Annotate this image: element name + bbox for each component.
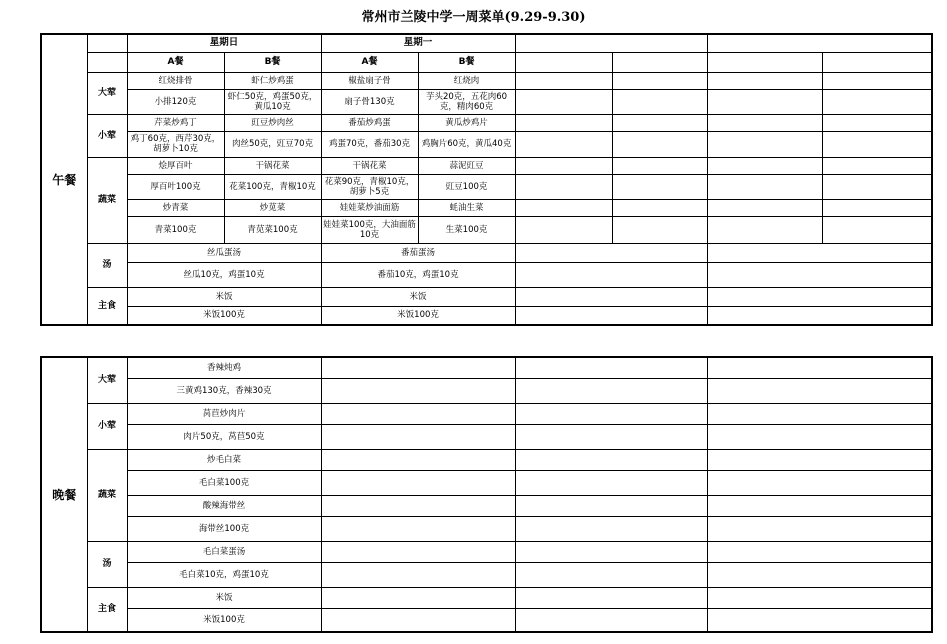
empty-cell (321, 608, 515, 632)
category-vegetable: 蔬菜 (87, 449, 127, 541)
table-row (41, 357, 932, 378)
table-row (41, 516, 932, 541)
category-vegetable: 蔬菜 (87, 157, 127, 243)
empty-cell (515, 174, 612, 199)
empty-cell (707, 306, 932, 325)
dish-ingredients: 米饭100克 (321, 306, 515, 325)
empty-cell (822, 52, 932, 72)
table-row (41, 89, 932, 114)
empty-cell (515, 516, 707, 541)
dish-name: 烩厚百叶 (127, 157, 224, 174)
dish-ingredients: 厚百叶100克 (127, 174, 224, 199)
dish-ingredients: 丝瓜10克，鸡蛋10克 (127, 262, 321, 287)
dish-ingredients: 虾仁50克，鸡蛋50克，黄瓜10克 (224, 89, 321, 114)
page-title: 常州市兰陵中学一周菜单(9.29-9.30) (361, 10, 586, 25)
ab-header: A餐 (321, 52, 418, 72)
empty-cell (321, 449, 515, 470)
dinner-menu-table (40, 356, 933, 633)
corner-cell (87, 34, 127, 52)
table-row (41, 216, 932, 243)
empty-cell (822, 89, 932, 114)
dish-name: 莴苣炒肉片 (127, 403, 321, 424)
dish-ingredients: 青苋菜100克 (224, 216, 321, 243)
table-row (41, 541, 932, 562)
empty-cell (822, 157, 932, 174)
dish-name: 炒毛白菜 (127, 449, 321, 470)
ab-header-row (41, 52, 932, 72)
corner-cell (87, 52, 127, 72)
empty-cell (707, 357, 932, 378)
empty-cell (612, 216, 707, 243)
day-header-row (41, 34, 932, 52)
dish-ingredients: 生菜100克 (418, 216, 515, 243)
empty-cell (707, 131, 822, 157)
empty-cell (707, 587, 932, 608)
empty-cell (515, 287, 707, 306)
empty-cell (707, 216, 822, 243)
table-row (41, 243, 932, 262)
empty-cell (515, 541, 707, 562)
dish-ingredients: 鸡蛋70克，番茄30克 (321, 131, 418, 157)
ab-header: A餐 (127, 52, 224, 72)
empty-cell (612, 199, 707, 216)
empty-cell (321, 470, 515, 495)
empty-cell (707, 403, 932, 424)
dish-name: 炒苋菜 (224, 199, 321, 216)
dish-ingredients: 番茄10克，鸡蛋10克 (321, 262, 515, 287)
empty-cell (707, 157, 822, 174)
dish-name: 芹菜炒鸡丁 (127, 114, 224, 131)
empty-cell (515, 262, 707, 287)
empty-cell (515, 114, 612, 131)
empty-cell (515, 306, 707, 325)
empty-cell (612, 52, 707, 72)
dish-ingredients: 娃娃菜100克，大油面筋10克 (321, 216, 418, 243)
empty-cell (515, 157, 612, 174)
empty-cell (515, 495, 707, 516)
empty-cell (515, 243, 707, 262)
empty-cell (822, 131, 932, 157)
dish-ingredients: 毛白菜10克，鸡蛋10克 (127, 562, 321, 587)
ab-header: B餐 (418, 52, 515, 72)
category-main-dish: 大荤 (87, 357, 127, 403)
dish-name: 酸辣海带丝 (127, 495, 321, 516)
empty-cell (612, 114, 707, 131)
empty-cell (515, 216, 612, 243)
category-staple: 主食 (87, 587, 127, 632)
empty-cell (612, 157, 707, 174)
empty-cell (822, 114, 932, 131)
dish-ingredients: 海带丝100克 (127, 516, 321, 541)
dish-ingredients: 花菜90克，青椒10克，胡萝卜5克 (321, 174, 418, 199)
empty-cell (707, 449, 932, 470)
empty-cell (321, 562, 515, 587)
dish-name: 娃娃菜炒油面筋 (321, 199, 418, 216)
dish-name: 干锅花菜 (224, 157, 321, 174)
empty-cell (707, 495, 932, 516)
dish-ingredients: 豇豆100克 (418, 174, 515, 199)
empty-cell (515, 52, 612, 72)
dish-ingredients: 米饭100克 (127, 608, 321, 632)
table-row (41, 378, 932, 403)
table-row (41, 72, 932, 89)
dish-name: 红烧排骨 (127, 72, 224, 89)
empty-cell (822, 174, 932, 199)
dish-ingredients: 肉丝50克，豇豆70克 (224, 131, 321, 157)
empty-cell (321, 516, 515, 541)
dish-name: 番茄蛋汤 (321, 243, 515, 262)
empty-cell (515, 562, 707, 587)
empty-cell (321, 587, 515, 608)
table-row (41, 562, 932, 587)
empty-cell (707, 470, 932, 495)
empty-cell (707, 287, 932, 306)
category-soup: 汤 (87, 243, 127, 287)
category-small-dish: 小荤 (87, 114, 127, 157)
empty-cell (612, 72, 707, 89)
day-header: 星期一 (321, 34, 515, 52)
dish-ingredients: 三黄鸡130克，香辣30克 (127, 378, 321, 403)
empty-cell (707, 378, 932, 403)
dish-name: 香辣炖鸡 (127, 357, 321, 378)
dish-ingredients: 芋头20克，五花肉60克，精肉60克 (418, 89, 515, 114)
empty-cell (321, 403, 515, 424)
table-row (41, 608, 932, 632)
table-row (41, 306, 932, 325)
meal-label-lunch: 午餐 (41, 34, 87, 325)
empty-cell (707, 72, 822, 89)
empty-cell (612, 131, 707, 157)
empty-day-header (707, 34, 932, 52)
empty-cell (707, 52, 822, 72)
dish-name: 豇豆炒肉丝 (224, 114, 321, 131)
empty-cell (707, 541, 932, 562)
dish-name: 蒜泥豇豆 (418, 157, 515, 174)
dish-ingredients: 扇子骨130克 (321, 89, 418, 114)
dish-name: 毛白菜蛋汤 (127, 541, 321, 562)
table-row (41, 424, 932, 449)
empty-cell (515, 199, 612, 216)
table-row (41, 449, 932, 470)
empty-day-header (515, 34, 707, 52)
dish-name: 干锅花菜 (321, 157, 418, 174)
dish-name: 炒青菜 (127, 199, 224, 216)
category-small-dish: 小荤 (87, 403, 127, 449)
empty-cell (707, 89, 822, 114)
dish-name: 椒盐扇子骨 (321, 72, 418, 89)
table-row (41, 287, 932, 306)
dish-ingredients: 肉片50克，莴苣50克 (127, 424, 321, 449)
dish-ingredients: 鸡丁60克，西芹30克，胡萝卜10克 (127, 131, 224, 157)
table-row (41, 174, 932, 199)
empty-cell (321, 541, 515, 562)
dish-ingredients: 花菜100克，青椒10克 (224, 174, 321, 199)
empty-cell (321, 495, 515, 516)
empty-cell (515, 449, 707, 470)
dish-name: 米饭 (321, 287, 515, 306)
table-row (41, 403, 932, 424)
empty-cell (321, 424, 515, 449)
table-row (41, 262, 932, 287)
dish-name: 黄瓜炒鸡片 (418, 114, 515, 131)
empty-cell (707, 114, 822, 131)
dish-name: 米饭 (127, 287, 321, 306)
empty-cell (515, 89, 612, 114)
empty-cell (515, 357, 707, 378)
empty-cell (515, 424, 707, 449)
empty-cell (321, 357, 515, 378)
lunch-menu-table (40, 33, 933, 326)
empty-cell (707, 243, 932, 262)
empty-cell (515, 608, 707, 632)
empty-cell (822, 216, 932, 243)
dish-name: 红烧肉 (418, 72, 515, 89)
dish-ingredients: 米饭100克 (127, 306, 321, 325)
empty-cell (515, 470, 707, 495)
table-row (41, 587, 932, 608)
empty-cell (707, 424, 932, 449)
empty-cell (707, 262, 932, 287)
table-row (41, 495, 932, 516)
empty-cell (822, 72, 932, 89)
empty-cell (321, 378, 515, 403)
dish-name: 虾仁炒鸡蛋 (224, 72, 321, 89)
category-main-dish: 大荤 (87, 72, 127, 114)
dish-ingredients: 小排120克 (127, 89, 224, 114)
table-row (41, 114, 932, 131)
empty-cell (612, 89, 707, 114)
dish-name: 番茄炒鸡蛋 (321, 114, 418, 131)
table-row (41, 199, 932, 216)
table-row (41, 470, 932, 495)
ab-header: B餐 (224, 52, 321, 72)
empty-cell (612, 174, 707, 199)
empty-cell (707, 608, 932, 632)
dish-name: 米饭 (127, 587, 321, 608)
empty-cell (707, 562, 932, 587)
table-row (41, 131, 932, 157)
empty-cell (515, 72, 612, 89)
day-header: 星期日 (127, 34, 321, 52)
dish-name: 丝瓜蛋汤 (127, 243, 321, 262)
dish-ingredients: 青菜100克 (127, 216, 224, 243)
dish-name: 蚝油生菜 (418, 199, 515, 216)
empty-cell (515, 403, 707, 424)
empty-cell (822, 199, 932, 216)
empty-cell (515, 587, 707, 608)
dish-ingredients: 鸡胸片60克，黄瓜40克 (418, 131, 515, 157)
table-row (41, 157, 932, 174)
meal-label-dinner: 晚餐 (41, 357, 87, 632)
empty-cell (515, 131, 612, 157)
empty-cell (707, 516, 932, 541)
dish-ingredients: 毛白菜100克 (127, 470, 321, 495)
empty-cell (707, 199, 822, 216)
empty-cell (515, 378, 707, 403)
category-staple: 主食 (87, 287, 127, 325)
empty-cell (707, 174, 822, 199)
category-soup: 汤 (87, 541, 127, 587)
